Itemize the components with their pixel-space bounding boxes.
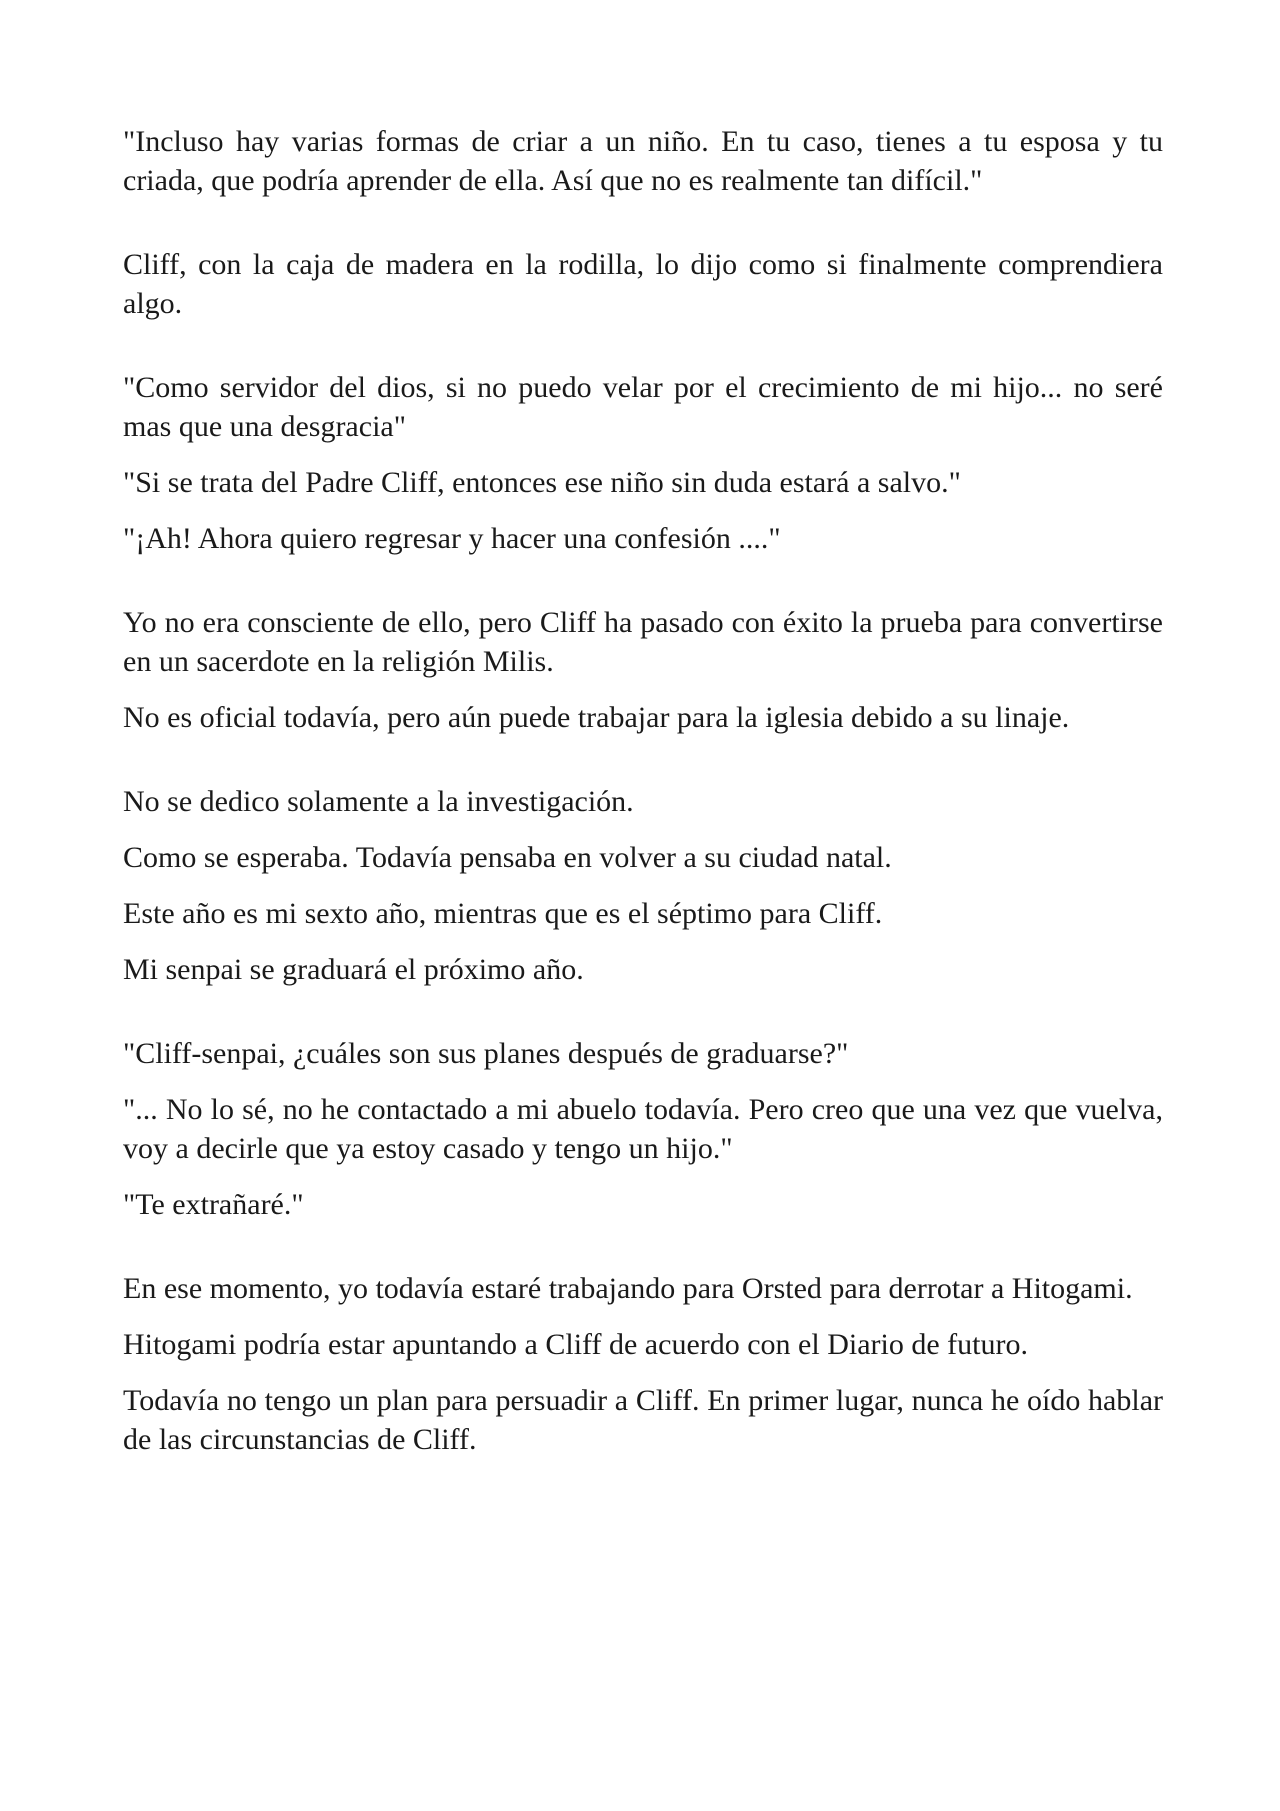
paragraph: "Como servidor del dios, si no puedo velar por el crecimiento de mi hijo... no seré mas que una desgracia": [123, 371, 1163, 443]
paragraph: "Cliff-senpai, ¿cuáles son sus planes después de graduarse?": [123, 1037, 849, 1070]
paragraph: Todavía no tengo un plan para persuadir a Cliff. En primer lugar, nunca he oído hablar de las circunstancias de Cliff.: [123, 1384, 1163, 1456]
paragraph: Este año es mi sexto año, mientras que es el séptimo para Cliff.: [123, 897, 883, 930]
paragraph: No se dedico solamente a la investigación.: [123, 785, 634, 818]
paragraph: En ese momento, yo todavía estaré trabajando para Orsted para derrotar a Hitogami.: [123, 1272, 1133, 1305]
paragraph: "¡Ah! Ahora quiero regresar y hacer una confesión ....": [123, 522, 781, 555]
paragraph: Cliff, con la caja de madera en la rodilla, lo dijo como si finalmente comprendiera algo.: [123, 248, 1163, 320]
paragraph: No es oficial todavía, pero aún puede trabajar para la iglesia debido a su linaje.: [123, 701, 1070, 734]
paragraph: "Incluso hay varias formas de criar a un niño. En tu caso, tienes a tu esposa y tu criada, que podría aprender de ella. Así que no es realmente tan difícil.": [123, 125, 1163, 197]
paragraph: Hitogami podría estar apuntando a Cliff de acuerdo con el Diario de futuro.: [123, 1328, 1028, 1361]
paragraph: "Te extrañaré.": [123, 1188, 304, 1221]
document-body: [123, 122, 1163, 1476]
paragraph: Yo no era consciente de ello, pero Cliff ha pasado con éxito la prueba para convertirse en un sacerdote en la religión Milis.: [123, 606, 1163, 678]
paragraph: Mi senpai se graduará el próximo año.: [123, 953, 584, 986]
paragraph: "Si se trata del Padre Cliff, entonces ese niño sin duda estará a salvo.": [123, 466, 961, 499]
paragraph: "... No lo sé, no he contactado a mi abuelo todavía. Pero creo que una vez que vuelva, voy a decirle que ya estoy casado y tengo un hijo.": [123, 1093, 1163, 1165]
paragraph: Como se esperaba. Todavía pensaba en volver a su ciudad natal.: [123, 841, 892, 874]
